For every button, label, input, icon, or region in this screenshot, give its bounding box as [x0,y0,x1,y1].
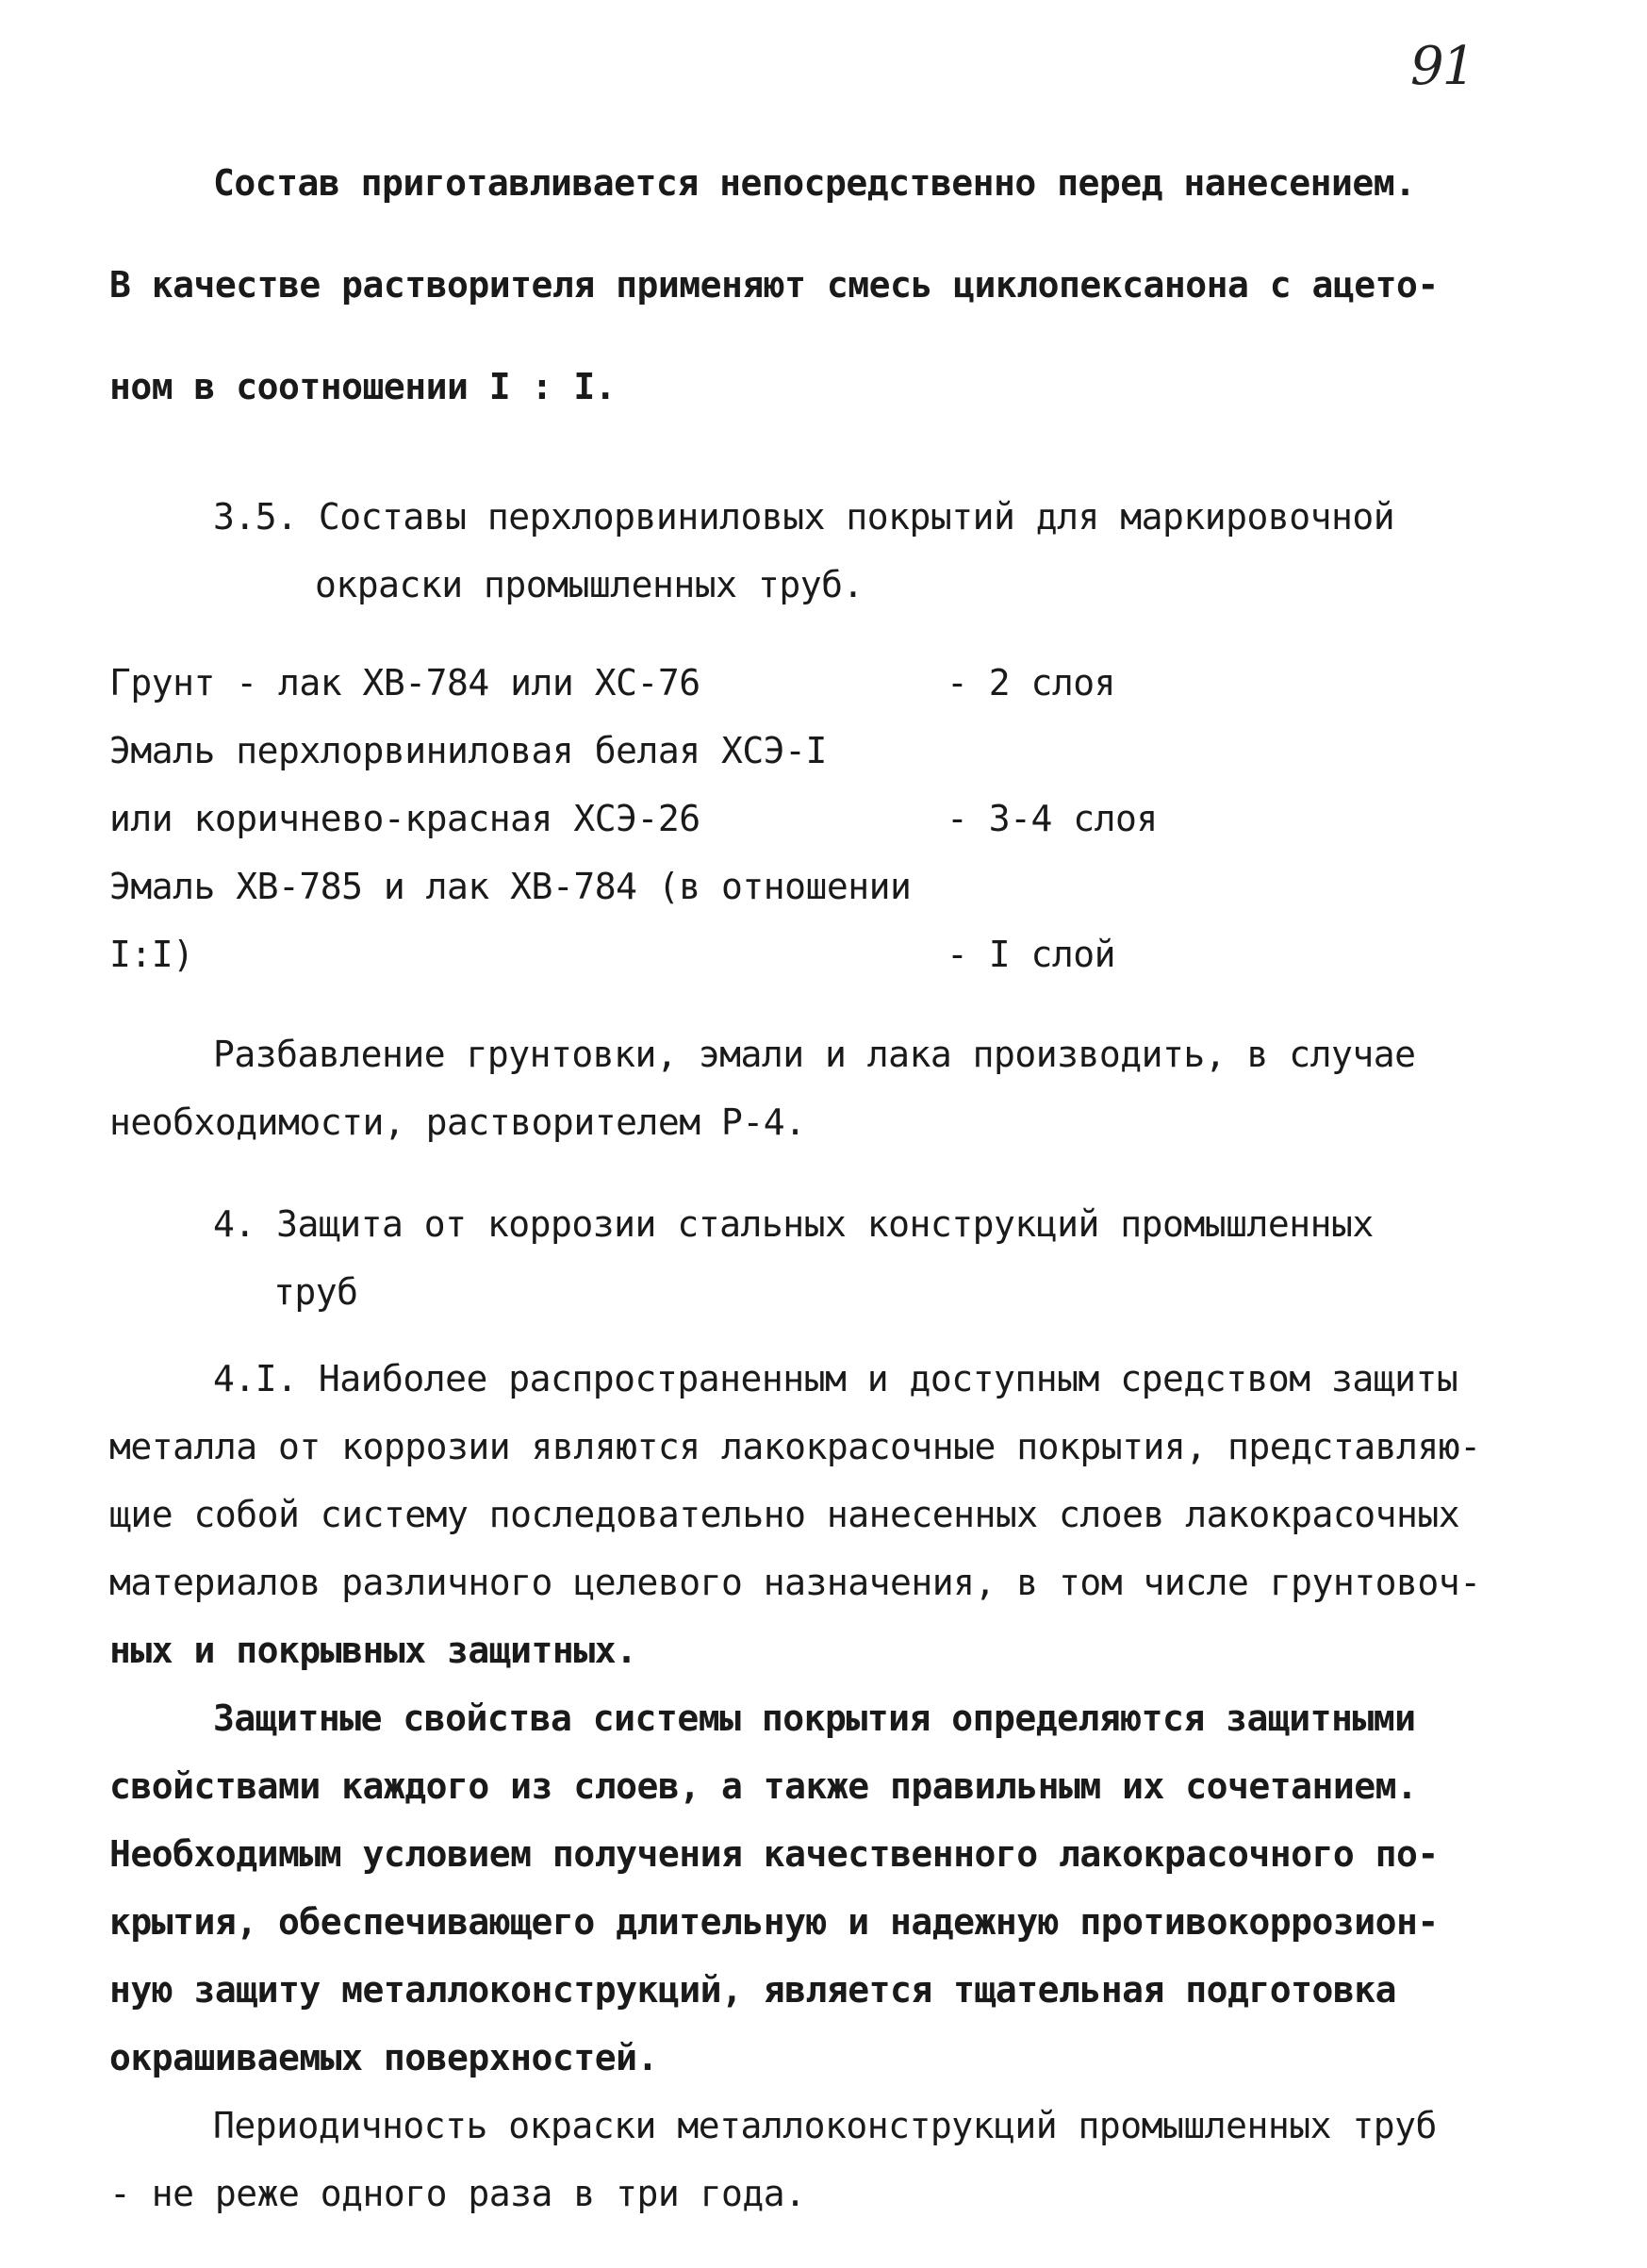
protective-line-2: свойствами каждого из слоев, а также правильным их сочетанием. [109,1765,1418,1807]
periodicity-line-1: Периодичность окраски металлоконструкций промышленных труб [213,2105,1437,2146]
protective-line-6: окрашиваемых поверхностей. [109,2037,658,2078]
dilution-line-2: необходимости, растворителем Р-4. [109,1101,806,1143]
coating-row-5-text: I:I) [109,934,194,975]
coating-row-4-text: Эмаль ХВ-785 и лак ХВ-784 (в отношении [109,866,912,907]
protective-line-5: ную защиту металлоконструкций, является тщательная подготовка [109,1969,1397,2011]
coating-row-2-text: Эмаль перхлорвиниловая белая ХСЭ-I [109,730,827,771]
section-4-heading-line-2: труб [273,1271,358,1313]
section-4-1-line-4: материалов различного целевого назначения, в том числе грунтовоч- [109,1562,1481,1603]
protective-line-4: крытия, обеспечивающего длительную и надежную противокоррозион- [109,1901,1439,1943]
coating-row-3-layers: - 3-4 слоя [947,798,1158,839]
section-4-1-line-3: щие собой систему последовательно нанесенных слоев лакокрасочных [109,1494,1460,1535]
section-4-1-line-1: 4.I. Наиболее распространенным и доступным средством защиты [213,1358,1458,1399]
coating-row-1-text: Грунт - лак ХВ-784 или ХС-76 [109,662,700,704]
section-3-5-heading-line-1: 3.5. Составы перхлорвиниловых покрытий для маркировочной [213,496,1395,538]
section-4-1-line-5: ных и покрывных защитных. [109,1630,637,1671]
protective-line-1: Защитные свойства системы покрытия определяются защитными [213,1697,1416,1739]
coating-row-3-text: или коричнево-красная ХСЭ-26 [109,798,700,839]
paragraph-1-line-1: Состав приготавливается непосредственно перед нанесением. [213,162,1416,204]
dilution-line-1: Разбавление грунтовки, эмали и лака производить, в случае [213,1034,1416,1075]
page-number: 91 [1410,36,1474,97]
protective-line-3: Необходимым условием получения качественного лакокрасочного по- [109,1833,1439,1875]
periodicity-line-2: - не реже одного раза в три года. [109,2173,806,2214]
coating-row-5-layers: - I слой [947,934,1116,975]
section-4-1-line-2: металла от коррозии являются лакокрасочные покрытия, представляю- [109,1426,1481,1467]
section-4-heading-line-1: 4. Защита от коррозии стальных конструкций промышленных [213,1203,1374,1245]
coating-row-1-layers: - 2 слоя [947,662,1116,704]
paragraph-1-line-3: ном в соотношении I : I. [109,366,617,407]
section-3-5-heading-line-2: окраски промышленных труб. [315,564,864,605]
paragraph-1-line-2: В качестве растворителя применяют смесь циклопексанона с ацето- [109,264,1439,306]
